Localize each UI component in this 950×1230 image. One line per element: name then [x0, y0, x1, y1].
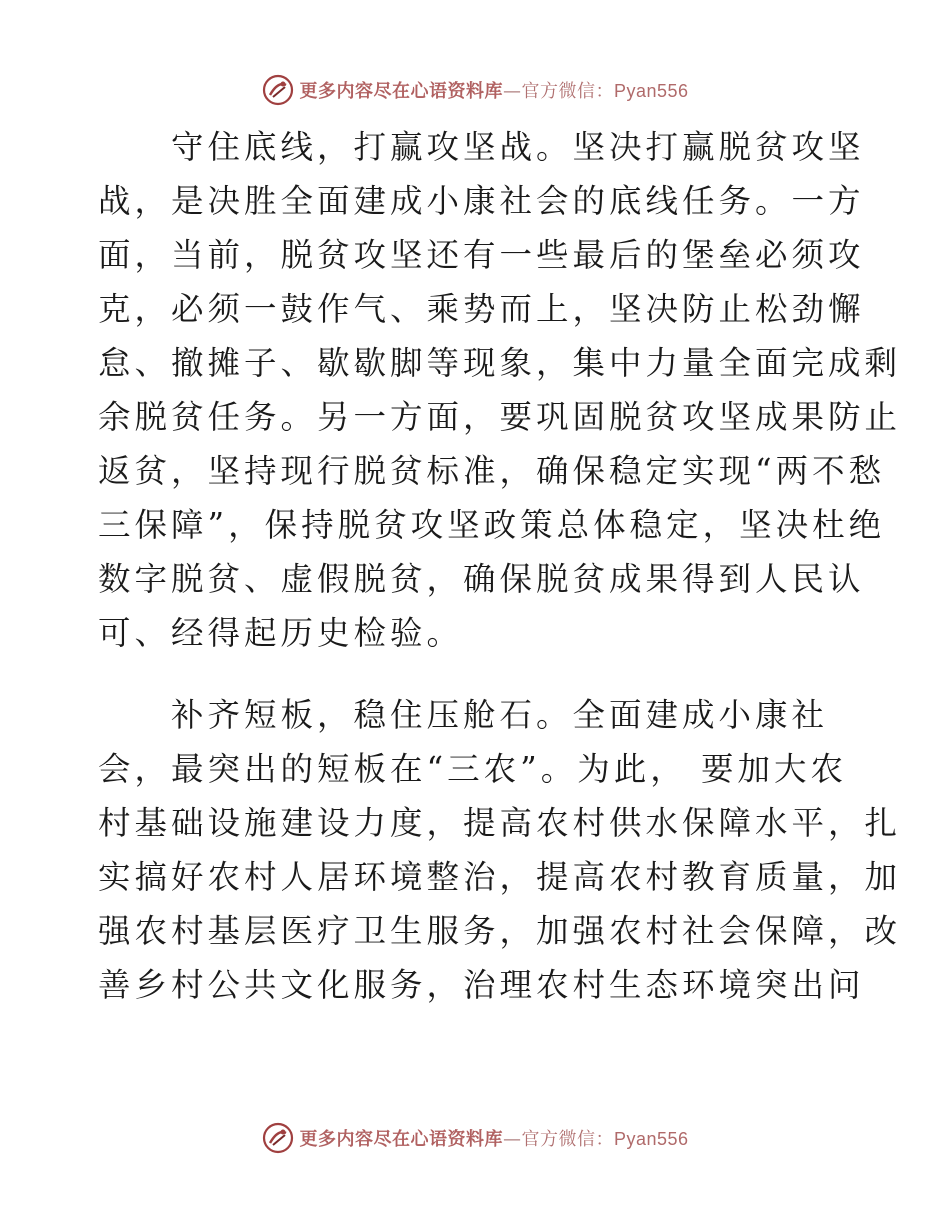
text-line: 补齐短板，稳住压舱石。全面建成小康社 — [98, 696, 829, 734]
document-body — [98, 120, 902, 1012]
watermark-label: 官方微信： — [521, 81, 614, 102]
text-line: 面，当前，脱贫攻坚还有一些最后的堡垒必须攻 — [98, 236, 865, 274]
paragraph-1 — [98, 120, 902, 660]
page-footer-watermark — [0, 1118, 950, 1158]
text-line: 村基础设施建设力度，提高农村供水保障水平，扎 — [98, 804, 902, 842]
paragraph-2 — [98, 688, 902, 1012]
text-line: 会，最突出的短板在“三农”。为此， 要加大农 — [98, 750, 848, 788]
text-line: 可、经得起历史检验。 — [98, 614, 464, 652]
watermark-site: 更多内容尽在心语资料库 — [299, 81, 503, 102]
watermark-separator: — — [502, 81, 522, 102]
text-line: 善乡村公共文化服务，治理农村生态环境突出问 — [98, 966, 865, 1004]
seal-logo-icon — [261, 73, 295, 107]
text-line: 克，必须一鼓作气、乘势而上，坚决防止松劲懈 — [98, 290, 865, 328]
watermark-wechat-id: Pyan556 — [613, 81, 689, 101]
text-line: 数字脱贫、虚假脱贫，确保脱贫成果得到人民认 — [98, 560, 865, 598]
text-line: 余脱贫任务。另一方面，要巩固脱贫攻坚成果防止 — [98, 398, 902, 436]
seal-logo-icon — [261, 1121, 295, 1155]
text-line: 实搞好农村人居环境整治，提高农村教育质量，加 — [98, 858, 902, 896]
watermark — [261, 1121, 688, 1155]
watermark-wechat-id: Pyan556 — [613, 1129, 689, 1149]
watermark-separator: — — [502, 1129, 522, 1150]
text-line: 战，是决胜全面建成小康社会的底线任务。一方 — [98, 182, 865, 220]
text-line: 强农村基层医疗卫生服务，加强农村社会保障，改 — [98, 912, 902, 950]
text-line: 怠、撤摊子、歇歇脚等现象，集中力量全面完成剩 — [98, 344, 902, 382]
page-header-watermark — [0, 70, 950, 110]
watermark — [261, 73, 688, 107]
watermark-site: 更多内容尽在心语资料库 — [299, 1129, 503, 1150]
text-line: 返贫，坚持现行脱贫标准，确保稳定实现“两不愁 — [98, 452, 886, 490]
text-line: 三保障”，保持脱贫攻坚政策总体稳定，坚决杜绝 — [98, 506, 886, 544]
text-line: 守住底线，打赢攻坚战。坚决打赢脱贫攻坚 — [98, 128, 865, 166]
watermark-label: 官方微信： — [521, 1129, 614, 1150]
paragraph-gap — [98, 660, 858, 688]
